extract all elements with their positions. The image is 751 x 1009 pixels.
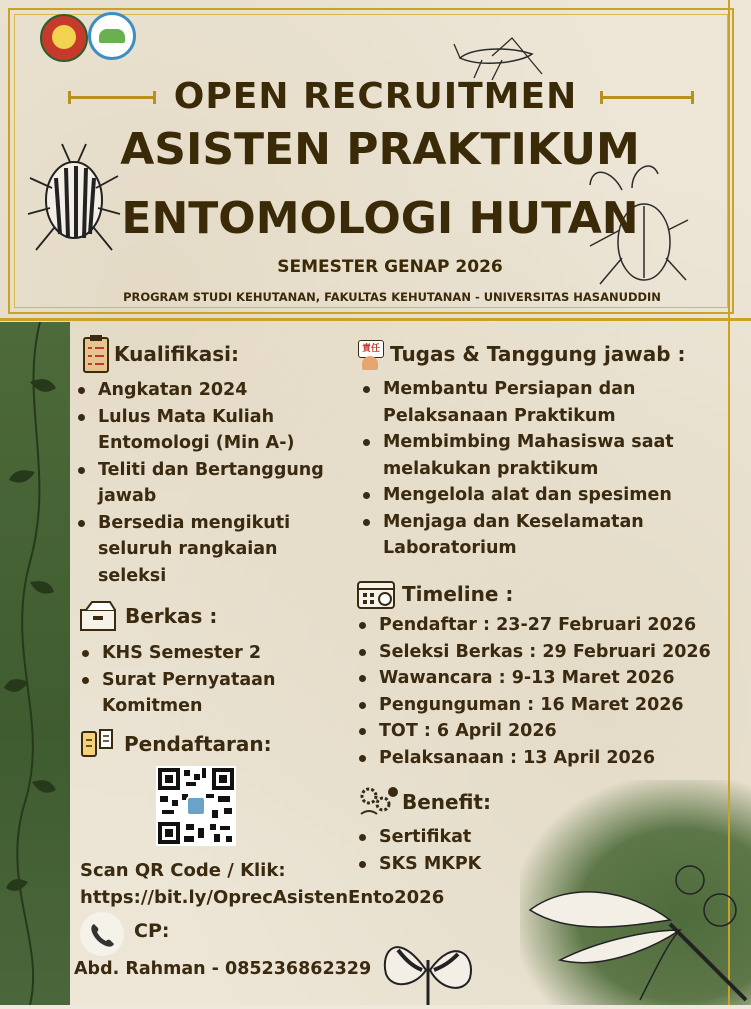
timeline-item: TOT : 6 April 2026 (357, 718, 711, 745)
list-item: Surat Pernyataan (80, 667, 275, 694)
registration-qr-code[interactable] (156, 766, 236, 846)
contact-person: Abd. Rahman - 085236862329 (74, 959, 372, 979)
list-item (361, 403, 674, 430)
list-item-continuation: Entomologi (Min A-) (98, 433, 295, 453)
list-item (76, 536, 324, 563)
list-item: Teliti dan Bertanggung (76, 457, 324, 484)
list-item-continuation: jawab (98, 486, 157, 506)
unhas-logo (40, 14, 88, 62)
kualifikasi-title: Kualifikasi: (114, 342, 239, 366)
benefit-item: SKS MKPK (357, 851, 481, 878)
timeline-item: Wawancara : 9-13 Maret 2026 (357, 665, 711, 692)
kehutanan-logo (88, 12, 136, 60)
list-item: Mengelola alat dan spesimen (361, 482, 674, 509)
divider-line (0, 318, 751, 321)
timeline-item: Pendaftar : 23-27 Februari 2026 (357, 612, 711, 639)
filing-cabinet-icon (78, 600, 118, 632)
benefit-gears-icon (357, 784, 399, 818)
timeline-item: Pelaksanaan : 13 April 2026 (357, 745, 711, 772)
tugas-title: Tugas & Tanggung jawab : (390, 342, 686, 366)
list-item: KHS Semester 2 (80, 640, 275, 667)
list-item: Lulus Mata Kuliah (76, 404, 324, 431)
list-item (80, 693, 275, 720)
title-asisten-praktikum: ASISTEN PRAKTIKUM (120, 124, 640, 175)
list-item: Membantu Persiapan dan (361, 376, 674, 403)
title-open-recruitmen: OPEN RECRUITMEN (173, 76, 578, 117)
list-item-continuation: Komitmen (102, 696, 203, 716)
list-item-continuation: seleksi (98, 565, 167, 586)
list-item (361, 456, 674, 483)
list-item-continuation: seluruh rangkaian (98, 539, 278, 559)
list-item (361, 535, 674, 562)
scan-label: Scan QR Code / Klik: (80, 860, 286, 881)
institution-label: PROGRAM STUDI KEHUTANAN, FAKULTAS KEHUTANAN - UNIVERSITAS HASANUDDIN (123, 290, 661, 304)
contact-label: CP: (134, 920, 170, 942)
duty-icon (356, 340, 384, 370)
registration-form-icon (78, 726, 118, 762)
benefit-item: Sertifikat (357, 824, 481, 851)
timeline-item: Pengunguman : 16 Maret 2026 (357, 692, 711, 719)
title-entomologi-hutan: ENTOMOLOGI HUTAN (121, 193, 639, 244)
list-item (76, 483, 324, 510)
duty-icon-figure (362, 356, 378, 370)
list-item-continuation: Laboratorium (383, 538, 517, 558)
list-item: Menjaga dan Keselamatan (361, 509, 674, 536)
duty-icon-label: 責任 (358, 340, 384, 358)
list-item (76, 430, 324, 457)
list-item: Membimbing Mahasiswa saat (361, 429, 674, 456)
benefit-title: Benefit: (402, 790, 491, 814)
timeline-item: Seleksi Berkas : 29 Februari 2026 (357, 639, 711, 666)
berkas-title: Berkas : (125, 604, 218, 628)
dragonfly-flowers-illustration (520, 840, 751, 1005)
phone-icon (80, 912, 124, 956)
timeline-title: Timeline : (402, 582, 514, 606)
butterfly-illustration (378, 930, 478, 1005)
list-item-continuation: Pelaksanaan Praktikum (383, 405, 616, 426)
vine-illustration (0, 322, 70, 1005)
clipboard-icon (82, 334, 110, 374)
list-item-continuation: melakukan praktikum (383, 458, 599, 479)
semester-label: SEMESTER GENAP 2026 (277, 257, 503, 277)
list-item: Bersedia mengikuti (76, 510, 324, 537)
pendaftaran-title: Pendaftaran: (124, 732, 272, 756)
registration-link[interactable]: https://bit.ly/OprecAsistenEnto2026 (80, 887, 445, 908)
list-item: Angkatan 2024 (76, 377, 324, 404)
leaf-border-left (0, 322, 70, 1005)
calendar-icon (356, 578, 396, 610)
list-item (76, 563, 324, 590)
